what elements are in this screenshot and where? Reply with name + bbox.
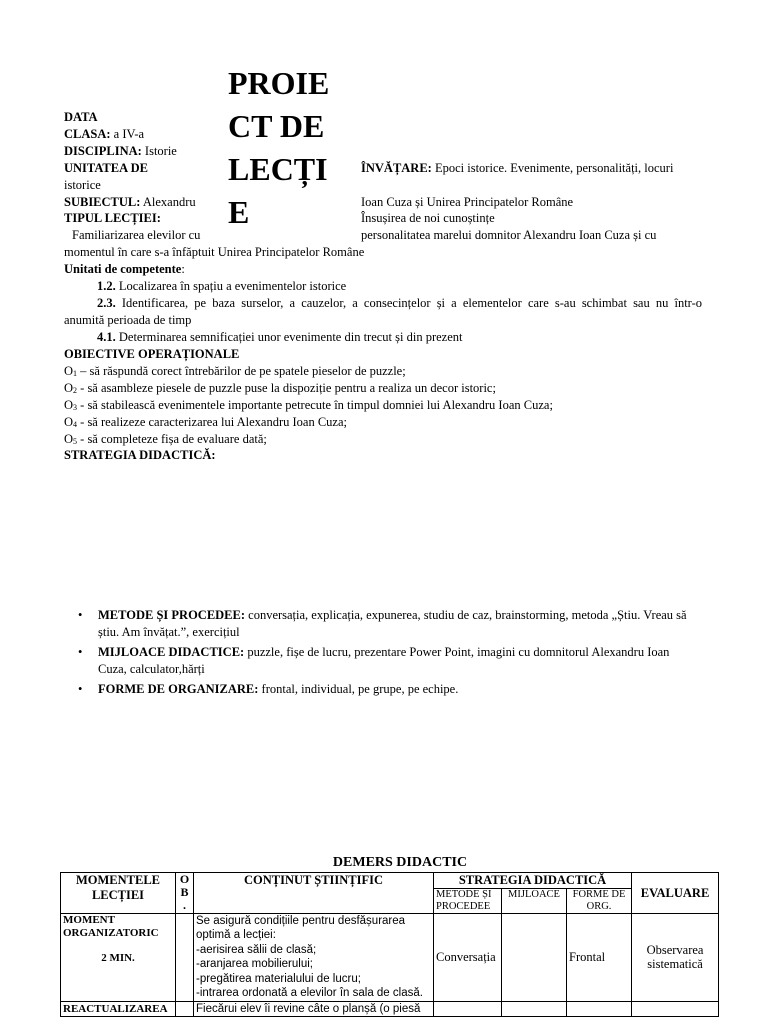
field-disciplina: DISCIPLINA: Istorie bbox=[64, 144, 177, 158]
document-title bbox=[228, 62, 329, 234]
ob-cell bbox=[176, 1001, 194, 1017]
forme-cell bbox=[567, 1001, 632, 1017]
table-row bbox=[61, 913, 719, 1001]
obiectiv-item: $O_2$ - să asambleze piesele de puzzle puse la dispoziție pentru a realiza un decor istoric; bbox=[64, 381, 496, 395]
title-line: PROIE bbox=[228, 65, 330, 101]
field-unitatea-cont: istorice bbox=[64, 178, 101, 192]
strategia-title: STRATEGIA DIDACTICĂ: bbox=[64, 448, 216, 462]
forme-cell: Frontal bbox=[567, 913, 632, 1001]
demers-table bbox=[60, 872, 719, 1017]
field-subiectul-cont: Ioan Cuza și Unirea Principatelor Române bbox=[361, 195, 574, 209]
obiectiv-item: $O_1$ – să răspundă corect întrebărilor de pe spatele pieselor de puzzle; bbox=[64, 364, 406, 378]
scop-line-1: Familiarizarea elevilor cu bbox=[72, 228, 201, 242]
table-row bbox=[61, 1001, 719, 1017]
obiectiv-item: $O_4$ - să realizeze caracterizarea lui Alexandru Ioan Cuza; bbox=[64, 415, 348, 429]
metode-cell bbox=[434, 1001, 502, 1017]
moment-cell: REACTUALIZAREA bbox=[61, 1001, 176, 1017]
mijloace-cell bbox=[502, 913, 567, 1001]
field-subiectul: SUBIECTUL: Alexandru bbox=[64, 195, 196, 209]
header-strategia: STRATEGIA DIDACTICĂ bbox=[434, 873, 632, 889]
moment-cell: MOMENT ORGANIZATORIC 2 MIN. bbox=[61, 913, 176, 1001]
title-line: E bbox=[228, 194, 250, 230]
field-data: DATA bbox=[64, 110, 98, 124]
competenta-item: 4.1. Determinarea semnificației unor evenimente din trecut și din prezent bbox=[97, 330, 463, 344]
header-forme: FORME DE ORG. bbox=[567, 888, 632, 913]
header-momentele: MOMENTELE LECȚIEI bbox=[61, 873, 176, 914]
strategia-item: • MIJLOACE DIDACTICE: puzzle, fișe de lucru, prezentare Power Point, imagini cu domnitorul Alexandru Ioan Cuza, calculator,hărți bbox=[64, 644, 694, 677]
field-tipul-value: Însușirea de noi cunoștințe bbox=[361, 211, 495, 225]
header-continut: CONȚINUT ȘTIINȚIFIC bbox=[194, 873, 434, 914]
field-tipul: TIPUL LECȚIEI: bbox=[64, 211, 161, 225]
title-line: LECȚI bbox=[228, 151, 328, 187]
mijloace-cell bbox=[502, 1001, 567, 1017]
header-mijloace: MIJLOACE bbox=[502, 888, 567, 913]
scop-line-2: personalitatea marelui domnitor Alexandru Ioan Cuza și cu bbox=[361, 228, 657, 242]
scop-line-3: momentul în care s-a înfăptuit Unirea Principatelor Române bbox=[64, 245, 365, 259]
metode-cell: Conversația bbox=[434, 913, 502, 1001]
competenta-item: 2.3. Identificarea, pe baza surselor, a cauzelor, a consecințelor și a elementelor care s-au schimbat sau nu într-o bbox=[97, 296, 702, 310]
obiectiv-item: $O_5$ - să completeze fișa de evaluare dată; bbox=[64, 432, 267, 446]
demers-title: DEMERS DIDACTIC bbox=[332, 855, 468, 870]
competente-title: Unitati de competente: bbox=[64, 262, 185, 276]
strategia-item: • FORME DE ORGANIZARE: frontal, individual, pe grupe, pe echipe. bbox=[64, 681, 694, 698]
strategia-item: • METODE ȘI PROCEDEE: conversația, explicația, expunerea, studiu de caz, brainstorming, metoda „Știu. Vreau să știu. Am învățat.”, exercițiul bbox=[64, 607, 694, 640]
title-line: CT DE bbox=[228, 108, 325, 144]
continut-cell: Se asigură condițiile pentru desfășurarea optimă a lecției: -aerisirea sălii de clasă; -aranjarea mobilierului; -pregătirea materialului de lucru; -intrarea ordonată a elevilor în sala de clasă. bbox=[194, 913, 434, 1001]
ob-cell bbox=[176, 913, 194, 1001]
header-ob: O B . bbox=[176, 873, 194, 914]
obiective-title: OBIECTIVE OPERAȚIONALE bbox=[64, 347, 240, 361]
field-clasa: CLASA: a IV-a bbox=[64, 127, 145, 141]
evaluare-cell: Observarea sistematică bbox=[632, 913, 719, 1001]
competenta-item-cont: anumită perioada de timp bbox=[64, 313, 192, 327]
obiectiv-item: $O_3$ - să stabilească evenimentele importante petrecute în timpul domniei lui Alexandru Ioan Cuza; bbox=[64, 398, 553, 412]
field-unitatea-value: ÎNVĂȚARE: Epoci istorice. Evenimente, personalități, locuri bbox=[361, 161, 674, 175]
continut-cell: Fiecărui elev îi revine câte o planșă (o piesă bbox=[194, 1001, 434, 1017]
strategia-list bbox=[64, 607, 694, 702]
field-unitatea-label: UNITATEA DE bbox=[64, 161, 148, 175]
competenta-item: 1.2. Localizarea în spațiu a evenimentelor istorice bbox=[97, 279, 347, 293]
header-metode: METODE ȘI PROCEDEE bbox=[434, 888, 502, 913]
evaluare-cell bbox=[632, 1001, 719, 1017]
header-evaluare: EVALUARE bbox=[632, 873, 719, 914]
